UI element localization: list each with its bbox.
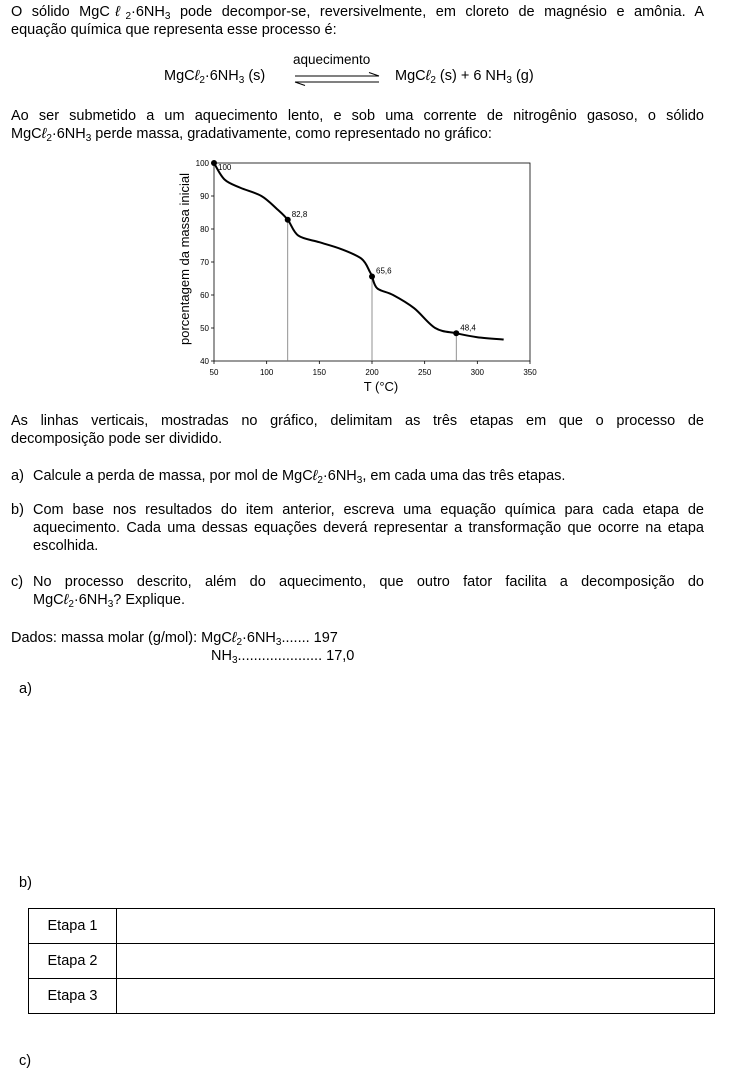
chemical-equation [0, 52, 734, 92]
y-tick-label: 60 [200, 291, 209, 300]
para3-line-2: decomposição pode ser dividido. [11, 431, 223, 447]
question-c: c) No processo descrito, além do aquecimento, que outro fator facilita a decomposição do $MgC\ell_2\cdot 6NH_3$? Explique. [11, 574, 704, 610]
x-tick-label: 350 [523, 368, 537, 377]
dados-line-1: Dados: massa molar (g/mol): $MgC\ell_2\cdot 6NH_3$....... 197 [11, 630, 338, 648]
x-tick-label: 50 [209, 368, 219, 377]
equilibrium-arrow-icon [293, 72, 381, 86]
x-axis-label: T (°C) [363, 379, 399, 394]
y-tick-label: 90 [200, 192, 209, 201]
data-point [453, 330, 459, 336]
y-axis-label: porcentagem da massa inicial [177, 173, 192, 345]
table-row [29, 909, 715, 944]
data-label: 65,6 [376, 266, 392, 276]
answer-c-label: c) [19, 1053, 32, 1069]
answer-b-label: b) [19, 875, 32, 891]
answer-a-area[interactable] [40, 700, 710, 860]
intro-line-2: equação química que representa esse processo é: [11, 22, 337, 38]
para2-line-2: $MgC\ell_2\cdot 6NH_3$ perde massa, gradativamente, como representado no gráfico: [11, 126, 492, 144]
etapas-table [28, 908, 715, 1014]
etapa-1-label: Etapa 1 [29, 909, 117, 944]
y-tick-label: 70 [200, 258, 209, 267]
series-line-massa [214, 163, 504, 340]
x-tick-label: 100 [259, 368, 274, 377]
data-point [285, 217, 291, 223]
data-label: 100 [218, 163, 232, 172]
etapa-2-answer[interactable] [117, 944, 715, 979]
question-a: a) Calcule a perda de massa, por mol de $MgC\ell_2\cdot 6NH_3$, em cada uma das três etapas. [11, 468, 566, 486]
para2-line-1: Ao ser submetido a um aquecimento lento, e sob uma corrente de nitrogênio gasoso, o sólido [11, 108, 704, 124]
x-tick-label: 250 [417, 368, 432, 377]
etapa-2-label: Etapa 2 [29, 944, 117, 979]
question-b: b) Com base nos resultados do item anterior, escreva uma equação química para cada etapa de aquecimento. Cada uma dessas equações deverá representar a transformação que ocorre na etapa escolhida. [11, 502, 704, 554]
x-tick-label: 200 [365, 368, 379, 377]
y-tick-label: 40 [200, 357, 209, 366]
x-tick-label: 150 [312, 368, 327, 377]
answer-a-label: a) [19, 681, 32, 697]
data-label: 48,4 [460, 323, 476, 333]
y-tick-label: 80 [200, 225, 209, 234]
table-row [29, 979, 715, 1014]
intro-line-1: O sólido $MgC\ell_2\cdot 6NH_3$ pode decompor-se, reversivelmente, em cloreto de magnésio e amônia. A [11, 4, 705, 22]
equation-condition: aquecimento [293, 52, 371, 67]
dados-line-2: $NH_3$..................... 17,0 [211, 648, 355, 666]
reactant: $MgC\ell_2\cdot 6NH_3$ (s) [164, 68, 266, 86]
etapa-1-answer[interactable] [117, 909, 715, 944]
mass-loss-chart [170, 155, 550, 395]
product: MgCℓ$_2$ (s) + 6 $NH_3$ (g) [395, 68, 534, 86]
para3-line-1: As linhas verticais, mostradas no gráfico, delimitam as três etapas em que o processo de [11, 413, 704, 429]
y-tick-label: 50 [200, 324, 209, 333]
etapa-3-answer[interactable] [117, 979, 715, 1014]
y-tick-label: 100 [195, 159, 209, 168]
table-row [29, 944, 715, 979]
data-label: 82,8 [291, 209, 308, 219]
x-tick-label: 300 [470, 368, 485, 377]
etapa-3-label: Etapa 3 [29, 979, 117, 1014]
data-point [369, 274, 375, 280]
